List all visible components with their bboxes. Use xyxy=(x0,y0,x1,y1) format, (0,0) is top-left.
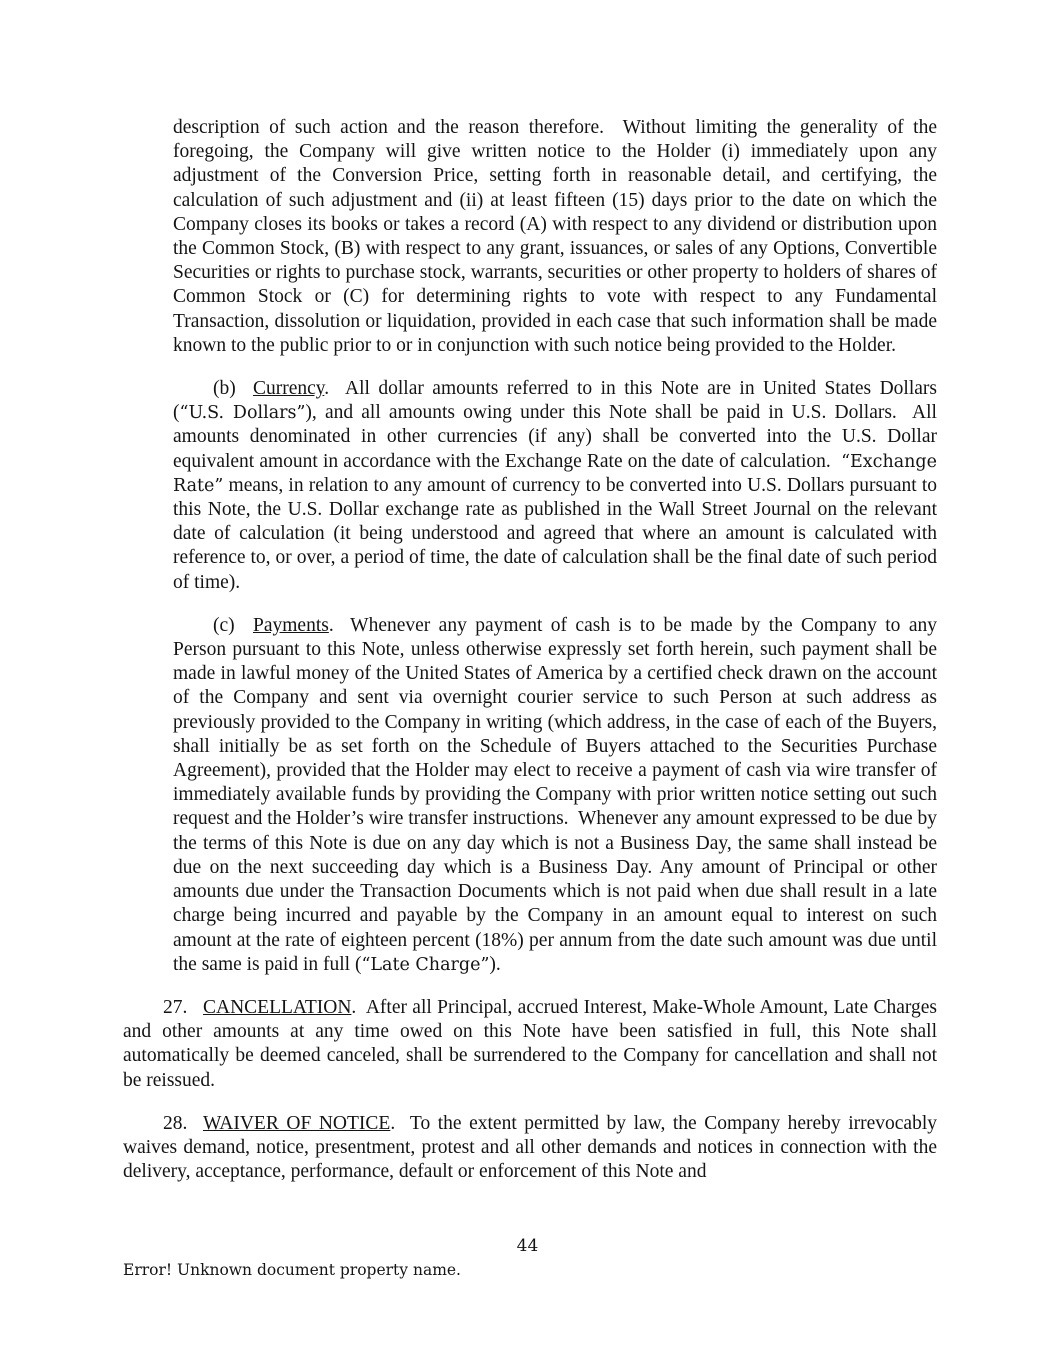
page-number: 44 xyxy=(516,1236,539,1256)
paragraph-waiver-of-notice xyxy=(123,1112,937,1185)
text-run: . All dollar amounts referred to in this Note are in United States Dollars ( xyxy=(173,378,937,424)
paragraph-currency-clause xyxy=(173,377,937,595)
defined-term: “U.S. Dollars” xyxy=(179,403,306,424)
text-run: means, in relation to any amount of currency to be converted into U.S. Dollars pursuant to this Note, the U.S. Dollar exchange rate as published in the Wall Street Journal on the relevant date of calculation (it being understood and agreed that where an amount is calculated with reference to, or over, a period of time, the date of calculation shall be the final date of such period of time). xyxy=(173,474,937,593)
text-run: . After all Principal, accrued Interest, Make-Whole Amount, Late Charges and other amounts at any time owed on this Note have been satisfied in full, this Note shall automatically be deemed canceled, shall be surrendered to the Company for cancellation and shall not be reissued. xyxy=(123,996,937,1091)
defined-term: “Late Charge” xyxy=(361,954,490,975)
paragraph-payments-clause xyxy=(173,614,937,977)
text-run: description of such action and the reason therefore. Without limiting the generality of the foregoing, the Company will give written notice to the Holder (i) immediately upon any adjustment of the Conversion Price, setting forth in reasonable detail, and certifying, the calculation of such adjustment and (ii) at least fifteen (15) days prior to the date on which the Company closes its books or takes a record (A) with respect to any dividend or distribution upon the Common Stock, (B) with respect to any grant, issuances, or sales of any Options, Convertible Securities or rights to purchase stock, warrants, securities or other property to holders of shares of Common Stock or (C) for determining rights to vote with respect to any Fundamental Transaction, dissolution or liquidation, provided in each case that such information shall be made known to the public prior to or in conjunction with such notice being provided to the Holder. xyxy=(173,117,937,356)
document-body xyxy=(123,116,937,1203)
section-heading: CANCELLATION xyxy=(203,996,352,1018)
paragraph-cancellation xyxy=(123,996,937,1093)
text-run: ), and all amounts owing under this Note shall be paid in U.S. Dollars. All amounts denominated in other currencies (if any) shall be converted into the U.S. Dollar equivalent amount in accordance with the Exchange Rate on the date of calculation. xyxy=(173,402,937,472)
error-field-footer-note: Error! Unknown document property name. xyxy=(123,1261,461,1279)
paragraph-label: 27. xyxy=(163,996,188,1018)
text-run: . To the extent permitted by law, the Company hereby irrevocably waives demand, notice, presentment, protest and all other demands and notices in connection with the delivery, acceptance, performance, default or enforcement of this Note and xyxy=(123,1112,937,1183)
section-heading: Payments xyxy=(253,614,329,636)
paragraph-label: 28. xyxy=(163,1112,188,1134)
paragraph-label: (c) xyxy=(213,614,235,636)
text-run: ). xyxy=(489,953,501,975)
section-heading: WAIVER OF NOTICE xyxy=(203,1112,391,1134)
paragraph-notice-continuation xyxy=(173,116,937,358)
defined-term: “Exchange Rate” xyxy=(173,451,937,496)
section-heading: Currency xyxy=(253,378,325,400)
text-run: . Whenever any payment of cash is to be made by the Company to any Person pursuant to this Note, unless otherwise expressly set forth herein, such payment shall be made in lawful money of the United States of America by a certified check drawn on the account of the Company and sent via overnight courier service to such Person at such address as previously provided to the Company in writing (which address, in the case of each of the Buyers, shall initially be as set forth on the Schedule of Buyers attached to the Securities Purchase Agreement), provided that the Holder may elect to receive a payment of cash via wire transfer of immediately available funds by providing the Company with prior written notice setting out such request and the Holder’s wire transfer instructions. Whenever any amount expressed to be due by the terms of this Note is due on any day which is not a Business Day, the same shall instead be due on the next succeeding day which is a Business Day. Any amount of Principal or other amounts due under the Transaction Documents which is not paid when due shall result in a late charge being incurred and payable by the Company in an amount equal to interest on such amount at the rate of eighteen percent (18%) per annum from the date such amount was due until the same is paid in full ( xyxy=(173,614,937,975)
paragraph-label: (b) xyxy=(213,378,236,400)
